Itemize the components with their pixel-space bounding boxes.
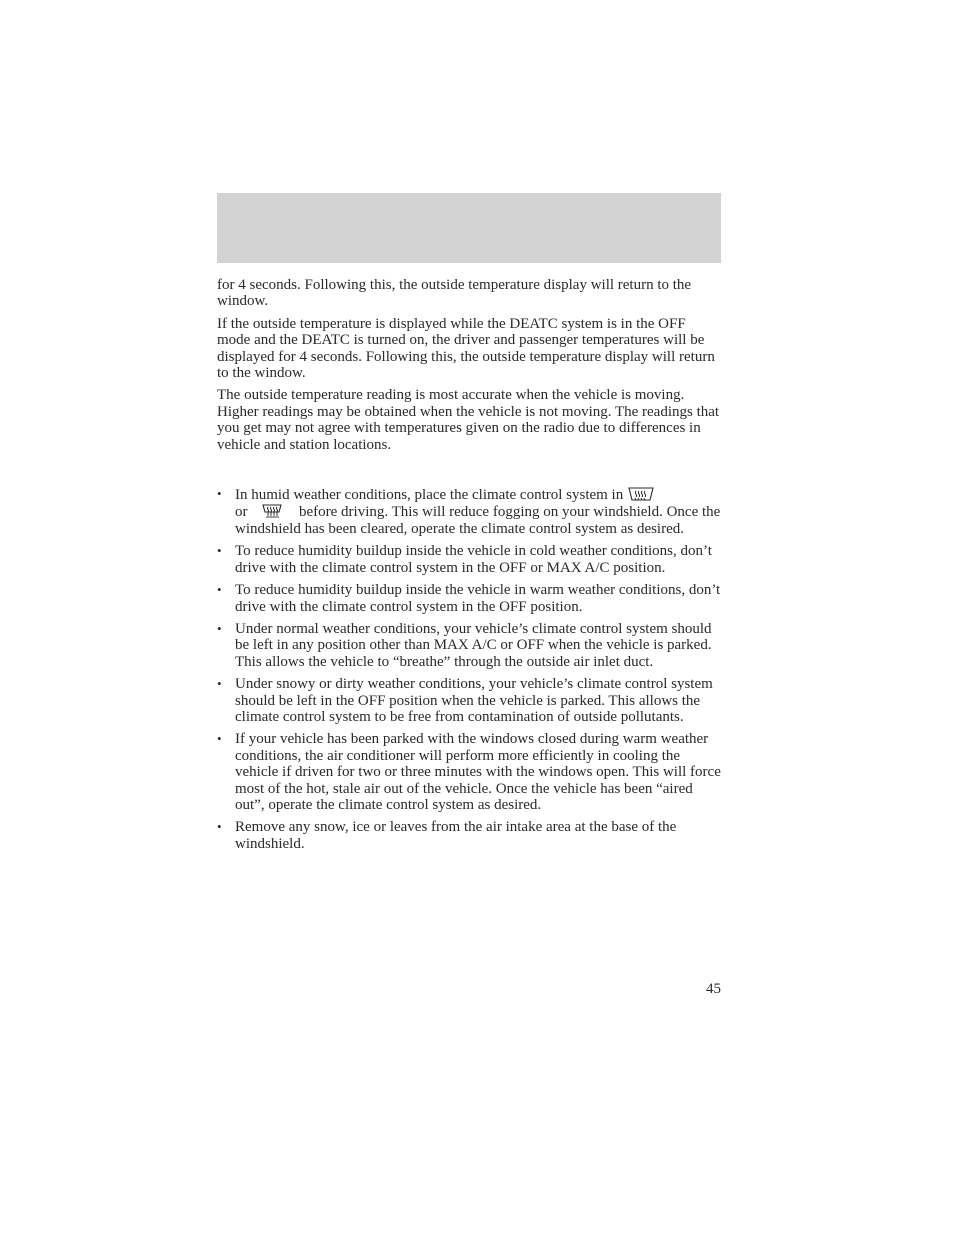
bullet-text-part1: In humid weather conditions, place the climate control system in — [235, 487, 624, 504]
bullet-text: If your vehicle has been parked with the windows closed during warm weather conditions, the air conditioner will perform more efficiently in cooling the vehicle if driven for two or three minutes with the windows open. This will force most of the hot, stale air out of the vehicle. Once the vehicle has been “aired out”, operate the climate control system as desired. — [235, 731, 721, 813]
tips-list — [217, 486, 721, 852]
paragraph-3: The outside temperature reading is most accurate when the vehicle is moving. Higher readings may be obtained when the vehicle is not moving. The readings that you get may not agree with temperatures given on the radio due to differences in vehicle and station locations. — [217, 387, 720, 453]
bullet-text: To reduce humidity buildup inside the vehicle in cold weather conditions, don’t drive with the climate control system in the OFF or MAX A/C position. — [235, 543, 712, 576]
list-item — [217, 543, 721, 576]
section-header-band — [217, 193, 721, 263]
list-item — [217, 621, 721, 670]
page-number: 45 — [706, 981, 721, 997]
paragraph-1: for 4 seconds. Following this, the outside temperature display will return to the window. — [217, 277, 692, 310]
bullet-marker: • — [217, 486, 222, 502]
list-item — [217, 582, 721, 615]
windshield-defrost-icon — [627, 486, 655, 502]
bullet-marker: • — [217, 582, 222, 598]
list-item — [217, 731, 721, 813]
list-item — [217, 486, 721, 537]
paragraph-2: If the outside temperature is displayed while the DEATC system is in the OFF mode and the DEATC is turned on, the driver and passenger temperatures will be displayed for 4 seconds. Following this, the outside temperature display will return to the window. — [217, 315, 715, 382]
bullet-marker: • — [217, 676, 222, 692]
bullet-text-part2: before driving. This will reduce fogging on your windshield. Once the windshield has been cleared, operate the climate control system as desired. — [235, 504, 721, 537]
bullet-text: Remove any snow, ice or leaves from the air intake area at the base of the windshield. — [235, 819, 677, 852]
bullet-text: To reduce humidity buildup inside the vehicle in warm weather conditions, don’t drive with the climate control system in the OFF position. — [235, 582, 721, 615]
floor-defrost-mix-icon — [261, 503, 287, 519]
bullet-text-or: or — [235, 504, 248, 521]
bullet-marker: • — [217, 731, 222, 747]
bullet-text: Under normal weather conditions, your vehicle’s climate control system should be left in any position other than MAX A/C or OFF when the vehicle is parked. This allows the vehicle to “breathe” through the outside air inlet duct. — [235, 620, 712, 670]
list-item — [217, 819, 721, 852]
page-content — [217, 277, 721, 858]
bullet-marker: • — [217, 543, 222, 559]
list-item — [217, 676, 721, 725]
bullet-marker: • — [217, 620, 222, 636]
bullet-marker: • — [217, 819, 222, 835]
bullet-text: Under snowy or dirty weather conditions, your vehicle’s climate control system should be left in the OFF position when the vehicle is parked. This allows the climate control system to be free from contamination of outside pollutants. — [235, 676, 713, 725]
